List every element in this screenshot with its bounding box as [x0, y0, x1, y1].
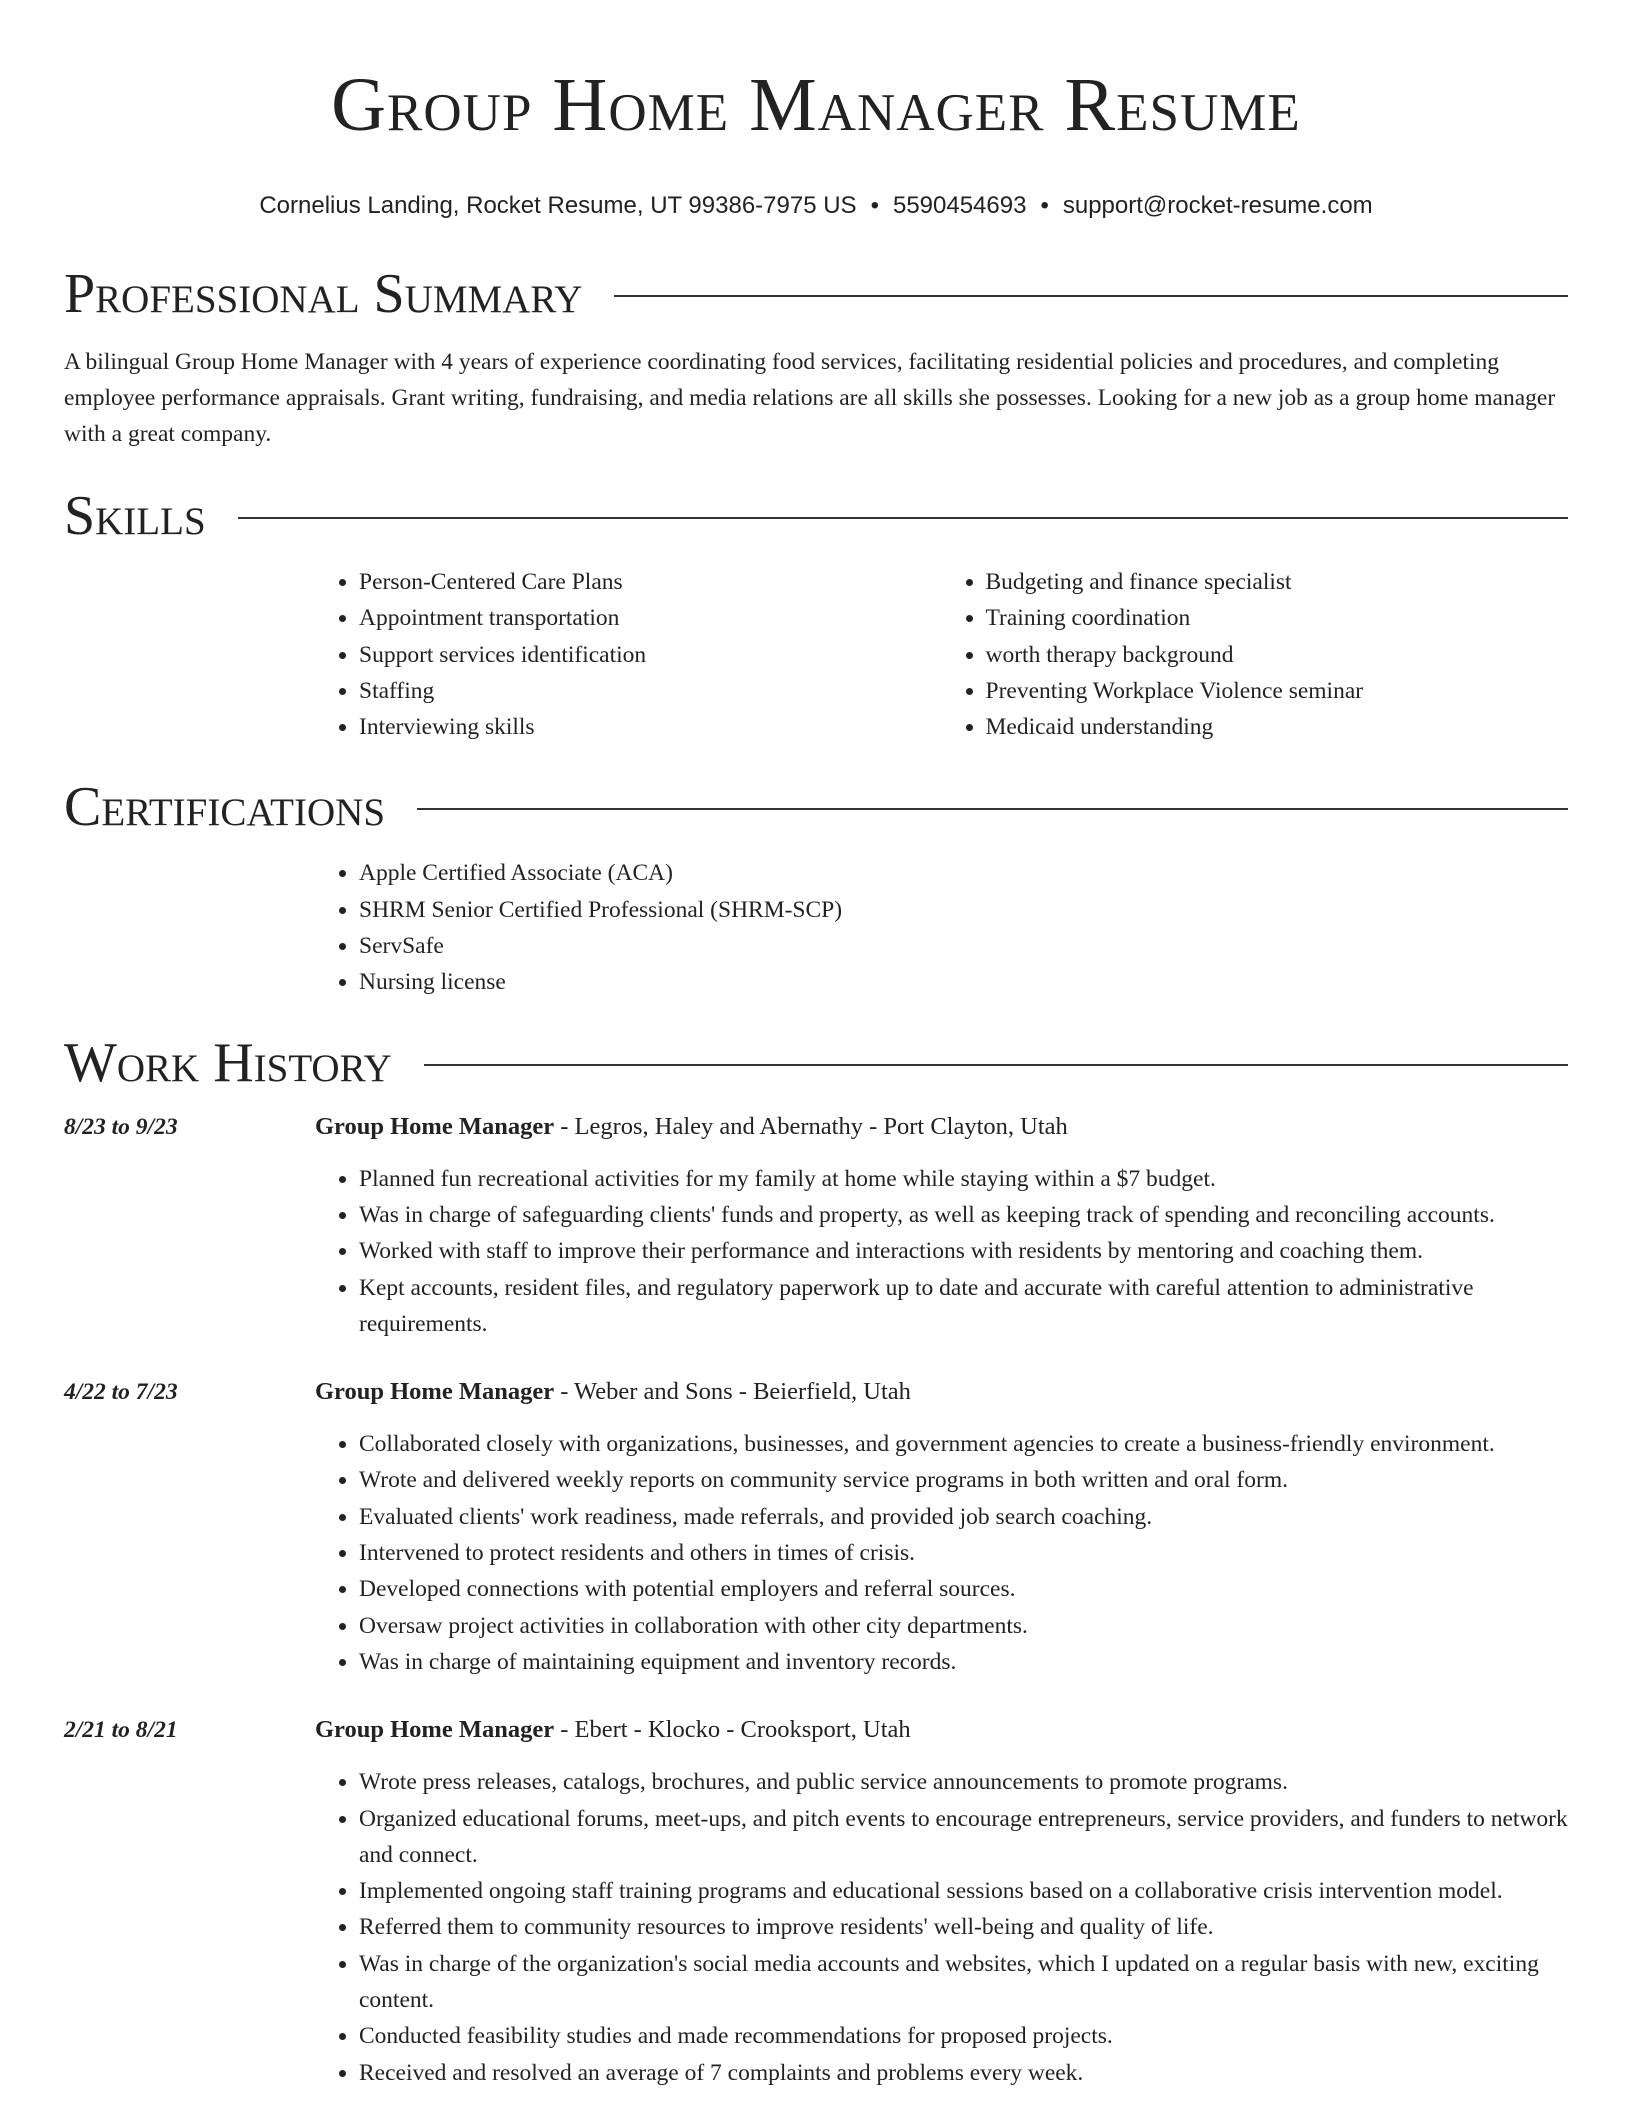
- skills-column-left: [315, 564, 942, 745]
- job-dates: 2/21 to 8/21: [64, 1717, 178, 1744]
- certifications-heading: Certifications: [64, 776, 386, 839]
- contact-line: [64, 192, 1568, 220]
- job-bullet: • Oversaw project activities in collaboration with other city departments.: [359, 1608, 1568, 1644]
- skill-item: • Preventing Workplace Violence seminar: [986, 673, 1569, 709]
- job-employer: - Weber and Sons - Beierfield, Utah: [554, 1378, 911, 1406]
- job-employer: - Ebert - Klocko - Crooksport, Utah: [554, 1716, 911, 1744]
- contact-separator: •: [870, 192, 879, 219]
- job-bullet: • Planned fun recreational activities for my family at home while staying within a $7 budget.: [359, 1161, 1568, 1197]
- contact-email: support@rocket-resume.com: [1062, 192, 1373, 219]
- job-heading: [315, 1374, 911, 1410]
- certification-item: • Apple Certified Associate (ACA): [359, 855, 1568, 891]
- job-bullet: • Was in charge of maintaining equipment and inventory records.: [359, 1644, 1568, 1680]
- certification-item: • SHRM Senior Certified Professional (SHRM-SCP): [359, 892, 1568, 928]
- job-bullet: • Implemented ongoing staff training programs and educational sessions based on a collaborative crisis intervention model.: [359, 1873, 1568, 1909]
- certification-item: • Nursing license: [359, 964, 1568, 1000]
- skill-item: • worth therapy background: [986, 637, 1569, 673]
- job-entry: [64, 1712, 1568, 1748]
- resume-title: Group Home Manager Resume: [331, 63, 1301, 147]
- job-bullet: • Worked with staff to improve their performance and interactions with residents by mentoring and coaching them.: [359, 1233, 1568, 1269]
- job-heading: [315, 1712, 911, 1748]
- summary-text: A bilingual Group Home Manager with 4 years of experience coordinating food services, facilitating residential policies and procedures, and completing employee performance appraisals. Grant writing, fundraising, and media relations are all skills she possesses. Looking for a new job as a group home manager with a great company.: [64, 349, 1556, 447]
- job-title: Group Home Manager: [315, 1716, 555, 1744]
- job-bullet: • Was in charge of the organization's social media accounts and websites, which I updated on a regular basis with new, exciting content.: [359, 1946, 1568, 2019]
- job-bullet: • Wrote and delivered weekly reports on community service programs in both written and oral form.: [359, 1462, 1568, 1498]
- job-bullet: • Received and resolved an average of 7 complaints and problems every week.: [359, 2055, 1568, 2091]
- skills-heading: Skills: [64, 485, 206, 547]
- section-divider: [238, 517, 1568, 519]
- work-history-section-header: [64, 1031, 1568, 1095]
- job-bullet: • Developed connections with potential employers and referral sources.: [359, 1571, 1568, 1607]
- job-bullets: [315, 1426, 1568, 1680]
- job-bullet: • Kept accounts, resident files, and regulatory paperwork up to date and accurate with careful attention to administrative requirements.: [359, 1270, 1568, 1343]
- job-bullet: • Collaborated closely with organizations, businesses, and government agencies to create a business-friendly environment.: [359, 1426, 1568, 1462]
- skill-item: • Training coordination: [986, 600, 1569, 636]
- contact-phone: 5590454693: [892, 192, 1027, 219]
- skill-item: • Appointment transportation: [359, 600, 942, 636]
- job-heading: [315, 1109, 1068, 1145]
- summary-section-header: [64, 262, 1568, 326]
- summary-heading: Professional Summary: [64, 263, 583, 325]
- certification-item: • ServSafe: [359, 928, 1568, 964]
- certifications-section-header: [64, 775, 1568, 839]
- skill-item: • Staffing: [359, 673, 942, 709]
- job-bullet: • Was in charge of safeguarding clients' funds and property, as well as keeping track of spending and reconciling accounts.: [359, 1197, 1568, 1233]
- section-divider: [424, 1064, 1568, 1066]
- job-title: Group Home Manager: [315, 1378, 555, 1406]
- work-history-heading: Work History: [64, 1031, 392, 1094]
- skill-item: • Budgeting and finance specialist: [986, 564, 1569, 600]
- job-bullet: • Evaluated clients' work readiness, made referrals, and provided job search coaching.: [359, 1499, 1568, 1535]
- job-bullet: • Organized educational forums, meet-ups, and pitch events to encourage entrepreneurs, service providers, and funders to network and connect.: [359, 1801, 1568, 1874]
- job-bullet: • Referred them to community resources to improve residents' well-being and quality of life.: [359, 1909, 1568, 1945]
- contact-separator: •: [1040, 192, 1049, 219]
- job-bullets: [315, 1161, 1568, 1342]
- skills-column-right: [942, 564, 1569, 745]
- job-employer: - Legros, Haley and Abernathy - Port Clayton, Utah: [554, 1112, 1068, 1140]
- job-title: Group Home Manager: [315, 1112, 555, 1140]
- skill-item: • Medicaid understanding: [986, 709, 1569, 745]
- skill-item: • Support services identification: [359, 637, 942, 673]
- job-entry: [64, 1109, 1568, 1145]
- skill-item: • Person-Centered Care Plans: [359, 564, 942, 600]
- job-bullet: • Conducted feasibility studies and made recommendations for proposed projects.: [359, 2018, 1568, 2054]
- job-entry: [64, 1374, 1568, 1410]
- job-bullet: • Intervened to protect residents and others in times of crisis.: [359, 1535, 1568, 1571]
- contact-address: Cornelius Landing, Rocket Resume, UT 99386-7975 US: [259, 192, 857, 219]
- skills-section-header: [64, 484, 1568, 548]
- section-divider: [417, 808, 1568, 810]
- skills-list: [315, 564, 1568, 745]
- certifications-list: [315, 855, 1568, 1000]
- job-bullets: [315, 1764, 1568, 2091]
- job-bullet: • Wrote press releases, catalogs, brochures, and public service announcements to promote programs.: [359, 1764, 1568, 1800]
- section-divider: [614, 295, 1568, 297]
- job-dates: 8/23 to 9/23: [64, 1113, 178, 1140]
- job-dates: 4/22 to 7/23: [64, 1379, 178, 1406]
- skill-item: • Interviewing skills: [359, 709, 942, 745]
